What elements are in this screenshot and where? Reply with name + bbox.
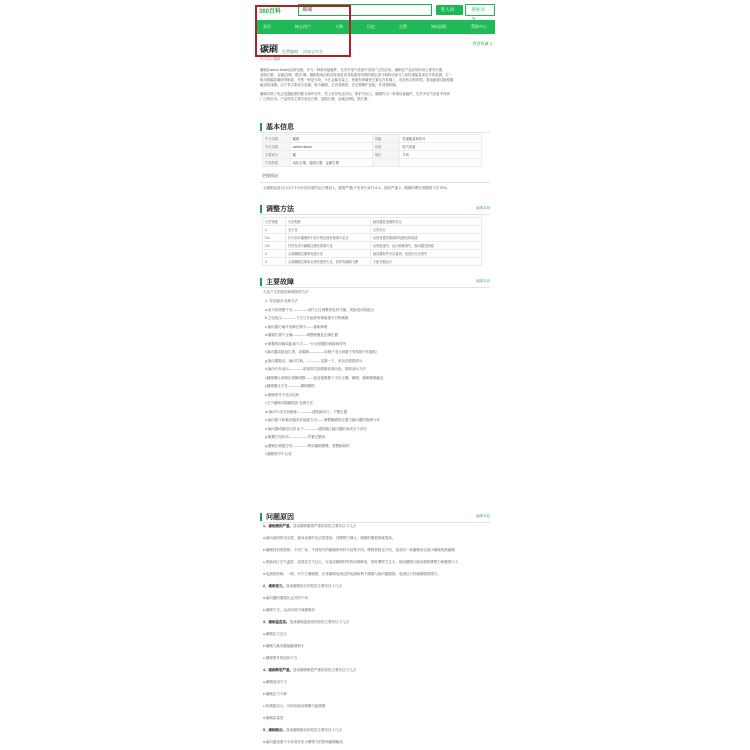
section-title-causes: 问题原因 bbox=[260, 512, 490, 522]
info-key: 外文名称 bbox=[263, 143, 291, 151]
table-cell: 3 bbox=[263, 258, 286, 266]
table-cell: 1 bbox=[263, 226, 286, 234]
list-item: b.主电电压------------下压与升起使用调接接引对的碳刷 bbox=[265, 316, 349, 320]
cause-text: 造成碳刷跳动的原因主要有以下几点 bbox=[285, 728, 342, 732]
list-item: d.碳刷位置不正确------------调整刷握及正确位置 bbox=[265, 333, 338, 337]
tag-line: 同义词 | 碳刷 bbox=[260, 57, 281, 61]
cause-text: a.碳刷压力过大 bbox=[263, 632, 287, 636]
site-logo[interactable]: 360百科 bbox=[259, 8, 282, 15]
edit-link[interactable]: 免费编辑 bbox=[282, 49, 299, 54]
cause-text: a.换向器的磨损比正式的不均 bbox=[263, 596, 308, 600]
cause-head: 2、碳刷延长。 bbox=[263, 584, 286, 588]
intro-paragraph bbox=[260, 68, 488, 102]
cause-head: 3、碳刷温度高。 bbox=[263, 620, 290, 624]
list-item: c.换向器刃毫升故障长期不------重新修理 bbox=[265, 324, 328, 329]
cause-text: 造成碳刷断裂严重的原因主要有以下几点 bbox=[292, 668, 356, 672]
info-value bbox=[400, 159, 482, 167]
cause-text: 造成碳刷延长的原因主要有以下几点 bbox=[285, 584, 342, 588]
info-value: 碳刷 bbox=[290, 135, 372, 143]
nav-item-nature[interactable]: 自然 bbox=[399, 24, 407, 29]
table-cell: 1½ bbox=[263, 242, 286, 250]
info-key: 应用 bbox=[372, 143, 400, 151]
table-cell: 全部碳刷边缘都有强火花 bbox=[286, 250, 371, 258]
fault-intro: 火花产生的原因和排除的方法 bbox=[263, 290, 309, 294]
intro-line: 广泛的应用。产品材质主要有电化石墨，浸脂石墨，金属(含铜)，银石墨。 bbox=[260, 97, 371, 101]
cause-text: a.换向器表面不平或者各类小摩擦力的影响碳刷跳动 bbox=[263, 740, 343, 744]
info-value: 传递能量和信号 bbox=[400, 135, 482, 143]
list-item: g.换向器振动，换向打换，------------定期一下，来包在磨损部分 bbox=[265, 358, 363, 363]
top-bar bbox=[255, 0, 495, 20]
intro-line: 碳刷(Carbon brush)也叫电刷，作为一种滑动接触件，在许多电气设备中得到广泛的应用。碳刷在产品应用的用主要有石墨， bbox=[260, 68, 446, 72]
section-title-basic: 基本信息 bbox=[260, 122, 490, 132]
cause-text: c.使换向区空气温度、湿度及空气过大，以造成碳刷材料的润滑降低，同时摩擦力过大。高质碳刷与换向器的摩擦力和磨损不大 bbox=[263, 560, 459, 564]
table-cell: 无火花 bbox=[286, 226, 371, 234]
cause-text: d.碳刷质量差 bbox=[263, 716, 284, 720]
section-title-faults: 主要故障 bbox=[260, 277, 490, 287]
info-value: 方块 bbox=[400, 151, 482, 159]
list-item: q.碳刷压刷握打结-------------利用碳刷摆锤，要整换和的 bbox=[265, 443, 350, 448]
entry-title-row bbox=[260, 42, 328, 55]
favorite-button[interactable]: 我要收藏 3 bbox=[472, 41, 492, 46]
cause-text: b.碳刷不足，由各向或中间碳刷扣 bbox=[263, 608, 315, 612]
table-cell: 换向器有些可以看到，但是运行后消失 bbox=[371, 250, 482, 258]
cause-text: b.碳刷材质的影响：不同厂家，不同型号的碳刷的材料与结构不同，摩擦系数也不同，选用同一种碳刷同以减少碳刷电路碳刷 bbox=[263, 548, 455, 552]
section-title-adjust: 调整方法 bbox=[260, 204, 490, 214]
intro-line: 浸脂石墨，金属(含铜、银)石墨。碳刷是电动机或发电机或其他旋转机械的固定部分和转动部分之间传递能量或信号的装置，它一 bbox=[260, 73, 453, 77]
cause-text: 造成碳刷磨损严重的原因主要有以下几点 bbox=[292, 524, 356, 528]
cause-text: a.碳刷选用不当 bbox=[263, 680, 287, 684]
info-key: 中文名称 bbox=[263, 135, 291, 143]
list-item: a.前为故调整不妥-------------用什么打调整发电机气隙，或换电动机配合 bbox=[265, 307, 375, 312]
list-item: m.换向片或支持绝缘-------------清除换向片，下整位置 bbox=[265, 409, 348, 414]
info-key: 产品材质 bbox=[263, 159, 291, 167]
list-item: o.换向器或换电打滑 由于------------清除地区换向器的表或各个部分 bbox=[265, 426, 367, 431]
adjust-table bbox=[262, 217, 482, 266]
nav-item-people[interactable]: 人物 bbox=[335, 24, 343, 29]
info-key: 主要成分 bbox=[263, 151, 291, 159]
info-key: 功能 bbox=[372, 135, 400, 143]
list-item: k.碳刷型号不适合电机 bbox=[265, 392, 300, 397]
list-item: i.碳刷刷压或刷压弹簧调整-------他连接刷握下平压正确，碳刷，碳刷稍微触及 bbox=[265, 375, 384, 380]
content-column bbox=[255, 0, 495, 750]
info-key: 形状 bbox=[372, 151, 400, 159]
intro-line: 碳刷对除了电志类器能需的联当和作用外，然上电导电也可以，保护方向上，碳刷作为一种滑动接触件，在许多电气设备中得到 bbox=[260, 92, 450, 96]
list-item: 1. 导电原因 处理方法 bbox=[265, 299, 298, 303]
info-value: 碳 bbox=[290, 151, 372, 159]
list-item: l.关于碳刷对碳碳原因 处理方法 bbox=[265, 401, 314, 405]
info-key bbox=[372, 159, 400, 167]
page-title: 碳刷 bbox=[260, 44, 279, 54]
list-item: f.换向器或换电打滑，或碳刷-------------用刷子适当研磨下等待刷子的面积 bbox=[265, 350, 377, 354]
list-item: n.换向板不和换向器或其他地方出------调整碳刷的位置与换向器的绝缘与环 bbox=[265, 418, 380, 422]
enter-entry-button[interactable]: 进入词 bbox=[436, 5, 464, 15]
table-cell: 仍然有部分碳刷边缘有着弱火花 bbox=[286, 242, 371, 250]
cause-head: 4、碳刷断裂严重。 bbox=[263, 668, 293, 672]
table-cell: 1¼ bbox=[263, 234, 286, 242]
table-cell: 不能长期运行 bbox=[371, 258, 482, 266]
cause-text: d.电流的影响：一般，对于石墨碳刷，正常碳刷电流过的电流和利于碳刷与换向器磨损，电流过大时碳刷磨损增大。 bbox=[263, 572, 441, 576]
table-cell: 换向器及电刷的状态 bbox=[371, 218, 482, 226]
cause-text: c.碳刷型号的选择不当 bbox=[263, 656, 298, 660]
cause-text: c.机械振动大，外部由振动刷握引起刷握 bbox=[263, 704, 326, 708]
causes-list bbox=[263, 524, 483, 745]
table-cell: 全部碳刷边缘和全部有强烈火花，同时有碳刷飞溅 bbox=[286, 258, 371, 266]
main-nav bbox=[255, 20, 495, 34]
list-item: h.换向片有油污------------用抹擦式的碳刷检查所查，排除油污方法 bbox=[265, 367, 366, 371]
add-meaning-link[interactable]: 添加义项名 bbox=[303, 49, 324, 54]
nav-item-history[interactable]: 历史 bbox=[367, 24, 375, 29]
cause-text: b.碳刷与换向器接触面积小 bbox=[263, 644, 305, 648]
cause-head: 5、碳刷跳动。 bbox=[263, 728, 286, 732]
nav-item-home[interactable]: 首页 bbox=[263, 24, 271, 29]
info-value: carbon brush bbox=[290, 143, 372, 151]
info-value: 电气设备 bbox=[400, 143, 482, 151]
intro-line: 般用纯碳加凝固剂制成，外型一般是方块，卡在金属支架上，里面有弹簧把它紧压在转轴上，电机转动的时候，将电能通过换相器 bbox=[260, 78, 454, 82]
cause-text: 造成碳刷温度高的原因主要有以下几点 bbox=[289, 620, 349, 624]
cause-text: a.换向表面的光洁度，换向表面的光洁度提高，其摩擦力增大，碳刷的磨损率就提高。 bbox=[263, 536, 396, 540]
table-cell: 出现有极其稀疏的电刷运转痕迹 bbox=[371, 234, 482, 242]
fault-list bbox=[265, 298, 480, 460]
search-input[interactable]: 碳刷 bbox=[298, 4, 431, 16]
table-cell: 仅小部分碳刷的小部分的边缘有微弱火花点 bbox=[286, 234, 371, 242]
list-item: e.刷握的间隙或距离不对----一针正刷握的间隙和排列 bbox=[265, 341, 347, 346]
table-cell: 火花程度 bbox=[286, 218, 371, 226]
table-cell: 出现痕迹有，运行稍候消失，换向器无积碳 bbox=[371, 242, 482, 250]
table-cell: 2 bbox=[263, 250, 286, 258]
nav-item-team[interactable]: 知识团队 bbox=[431, 24, 447, 29]
list-item: r.碳刷型号不合适 bbox=[265, 452, 292, 456]
cause-head: 1、碳刷磨损严重。 bbox=[263, 524, 293, 528]
list-item: j.碳刷磨去不足-----------碳刷磨损 bbox=[265, 384, 315, 388]
basic-info-table bbox=[262, 134, 482, 167]
replace-heading: 更换情况 bbox=[262, 173, 278, 178]
edit-section-adjust-button[interactable]: 编辑本段 bbox=[476, 206, 490, 210]
edit-section-causes-button[interactable]: 编辑本段 bbox=[476, 514, 490, 518]
info-value: 电化石墨，浸脂石墨，金属石墨 bbox=[290, 159, 372, 167]
intro-line: 输送给线圈。由于其主要成分是碳，称为碳刷，它容易磨损，应定期维护更换，并清理积碳。 bbox=[260, 83, 400, 87]
replace-text: 当碳刷运用1万1万1千小时后所需的运行增加 1，磨损严重(不至导片)时为1.2。损坏严重 2，碳刷的剩长度磨损不足75%。 bbox=[263, 186, 450, 190]
search-entry-button[interactable]: 搜索词 bbox=[465, 4, 495, 16]
table-cell: 正常运行 bbox=[371, 226, 482, 234]
table-cell: 火花等级 bbox=[263, 218, 286, 226]
cause-text: b.碳刷压力不够 bbox=[263, 692, 287, 696]
nav-item-help[interactable]: 帮助中心 bbox=[471, 24, 487, 29]
edit-section-faults-button[interactable]: 编辑本段 bbox=[476, 279, 490, 283]
list-item: p.刷握打结松动----------------拧紧过整拆 bbox=[265, 435, 326, 439]
nav-item-core[interactable]: 核心用户 bbox=[295, 24, 311, 29]
